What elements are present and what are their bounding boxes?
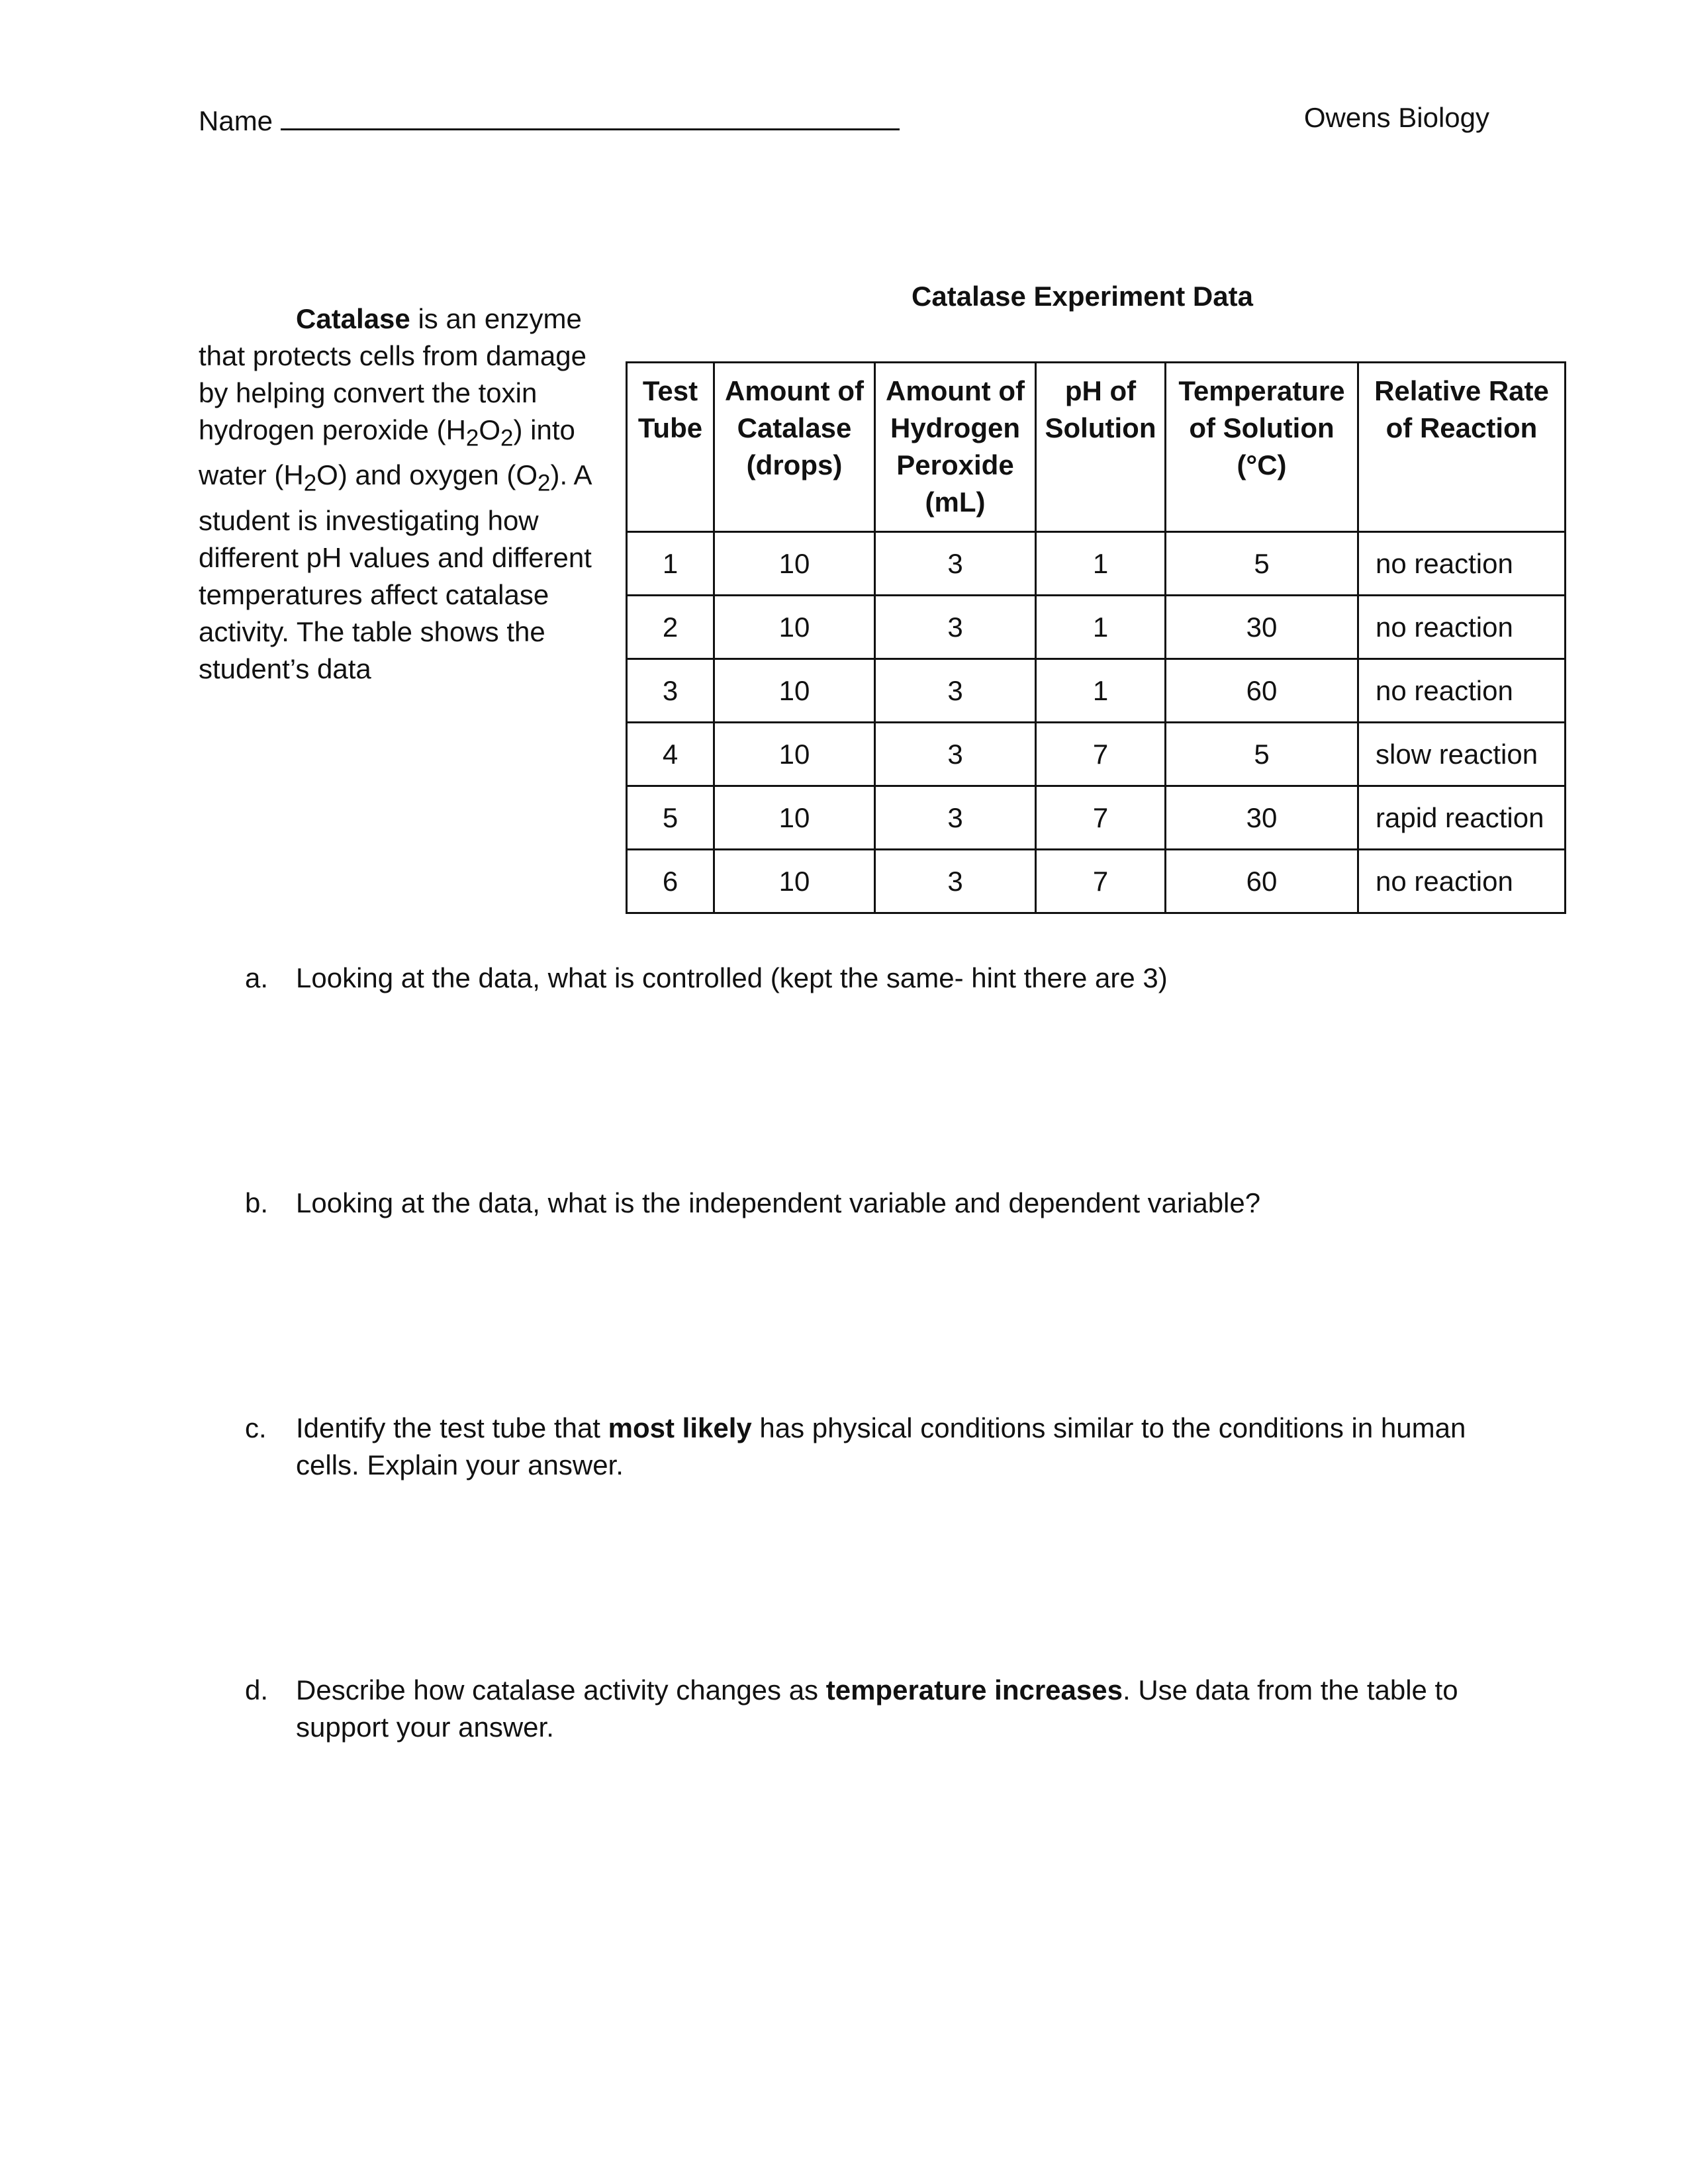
cell-test-tube: 4 [627,723,714,786]
table-row [627,659,1566,723]
cell-ph: 7 [1036,850,1166,913]
header-line: Amount of [886,375,1025,406]
cell-test-tube: 6 [627,850,714,913]
table-header-row [627,363,1566,532]
col-header-ph [1036,363,1166,532]
subscript: 2 [538,470,551,496]
cell-catalase: 10 [714,532,875,596]
cell-catalase: 10 [714,659,875,723]
cell-test-tube: 2 [627,596,714,659]
cell-rate: no reaction [1358,596,1566,659]
intro-bold-term: Catalase [296,303,410,334]
cell-rate: rapid reaction [1358,786,1566,850]
cell-peroxide: 3 [875,786,1036,850]
header-line: (drops) [746,449,843,480]
header-line: Hydrogen [890,412,1020,443]
catalase-data-table [626,361,1566,914]
intro-text: O [479,414,501,445]
cell-test-tube: 3 [627,659,714,723]
question-text [296,1672,1503,1746]
header-line: Relative Rate [1374,375,1549,406]
question-letter: c. [245,1412,267,1443]
intro-text: ). A student is investigating how different pH values and different temperatures affect catalase activity. The table shows the student’s data [199,459,592,684]
question-text-part: has physical conditions similar to the conditions in human cells. Explain your answer. [296,1412,1466,1480]
name-blank [281,99,900,130]
cell-catalase: 10 [714,786,875,850]
question-letter: a. [245,962,269,993]
course-label: Owens Biology [1303,102,1489,133]
question-c [245,1410,1503,1484]
header-line: Peroxide [896,449,1014,480]
header-line: Amount of [725,375,864,406]
cell-rate: no reaction [1358,850,1566,913]
question-emphasis: most likely [608,1412,752,1443]
intro-paragraph [199,300,606,688]
header-line: Test [642,375,698,406]
table-row [627,850,1566,913]
header-line: (°C) [1237,449,1287,480]
header-line: (mL) [925,486,986,518]
question-text-part: Describe how catalase activity changes as [296,1674,826,1706]
header-line: of Reaction [1385,412,1538,443]
cell-ph: 1 [1036,659,1166,723]
cell-temperature: 5 [1166,532,1358,596]
table-title: Catalase Experiment Data [912,281,1253,312]
cell-rate: no reaction [1358,532,1566,596]
table-row [627,532,1566,596]
question-text [296,1410,1503,1484]
cell-temperature: 5 [1166,723,1358,786]
cell-test-tube: 5 [627,786,714,850]
cell-temperature: 60 [1166,659,1358,723]
col-header-test-tube [627,363,714,532]
header-line: Solution [1045,412,1156,443]
header-line: Catalase [737,412,852,443]
subscript: 2 [303,470,317,496]
table-row [627,786,1566,850]
intro-text: O) and oxygen (O [316,459,538,491]
cell-rate: slow reaction [1358,723,1566,786]
col-header-rate [1358,363,1566,532]
header-line: pH of [1064,375,1137,406]
question-text-part: . Use data from the table to support your answer. [296,1674,1458,1743]
table-row [627,723,1566,786]
question-d [245,1672,1503,1746]
header-line: Tube [637,412,703,443]
question-b [245,1185,1503,1222]
cell-catalase: 10 [714,850,875,913]
name-label: Name [199,105,273,136]
cell-catalase: 10 [714,596,875,659]
header-line: of Solution [1189,412,1335,443]
cell-ph: 7 [1036,723,1166,786]
question-text-part: Identify the test tube that [296,1412,608,1443]
table-row [627,596,1566,659]
question-text: Looking at the data, what is controlled (kept the same- hint there are 3) [296,962,1168,993]
cell-peroxide: 3 [875,659,1036,723]
name-line [199,99,900,140]
cell-peroxide: 3 [875,596,1036,659]
question-letter: b. [245,1187,269,1218]
cell-rate: no reaction [1358,659,1566,723]
question-a [245,960,1503,997]
col-header-catalase [714,363,875,532]
cell-ph: 7 [1036,786,1166,850]
header-line: Temperature [1178,375,1345,406]
cell-temperature: 60 [1166,850,1358,913]
subscript: 2 [500,425,514,451]
cell-temperature: 30 [1166,786,1358,850]
cell-ph: 1 [1036,596,1166,659]
cell-peroxide: 3 [875,723,1036,786]
intro-text: ) into water (H [199,414,575,491]
question-letter: d. [245,1674,269,1706]
col-header-hydrogen-peroxide [875,363,1036,532]
col-header-temperature [1166,363,1358,532]
intro-text: is an enzyme that protects cells from damage by helping convert the toxin hydrogen peroxide (H [199,303,586,445]
subscript: 2 [465,425,479,451]
cell-ph: 1 [1036,532,1166,596]
question-emphasis: temperature increases [825,1674,1123,1706]
cell-test-tube: 1 [627,532,714,596]
cell-peroxide: 3 [875,532,1036,596]
cell-peroxide: 3 [875,850,1036,913]
question-text: Looking at the data, what is the independent variable and dependent variable? [296,1187,1261,1218]
cell-catalase: 10 [714,723,875,786]
cell-temperature: 30 [1166,596,1358,659]
